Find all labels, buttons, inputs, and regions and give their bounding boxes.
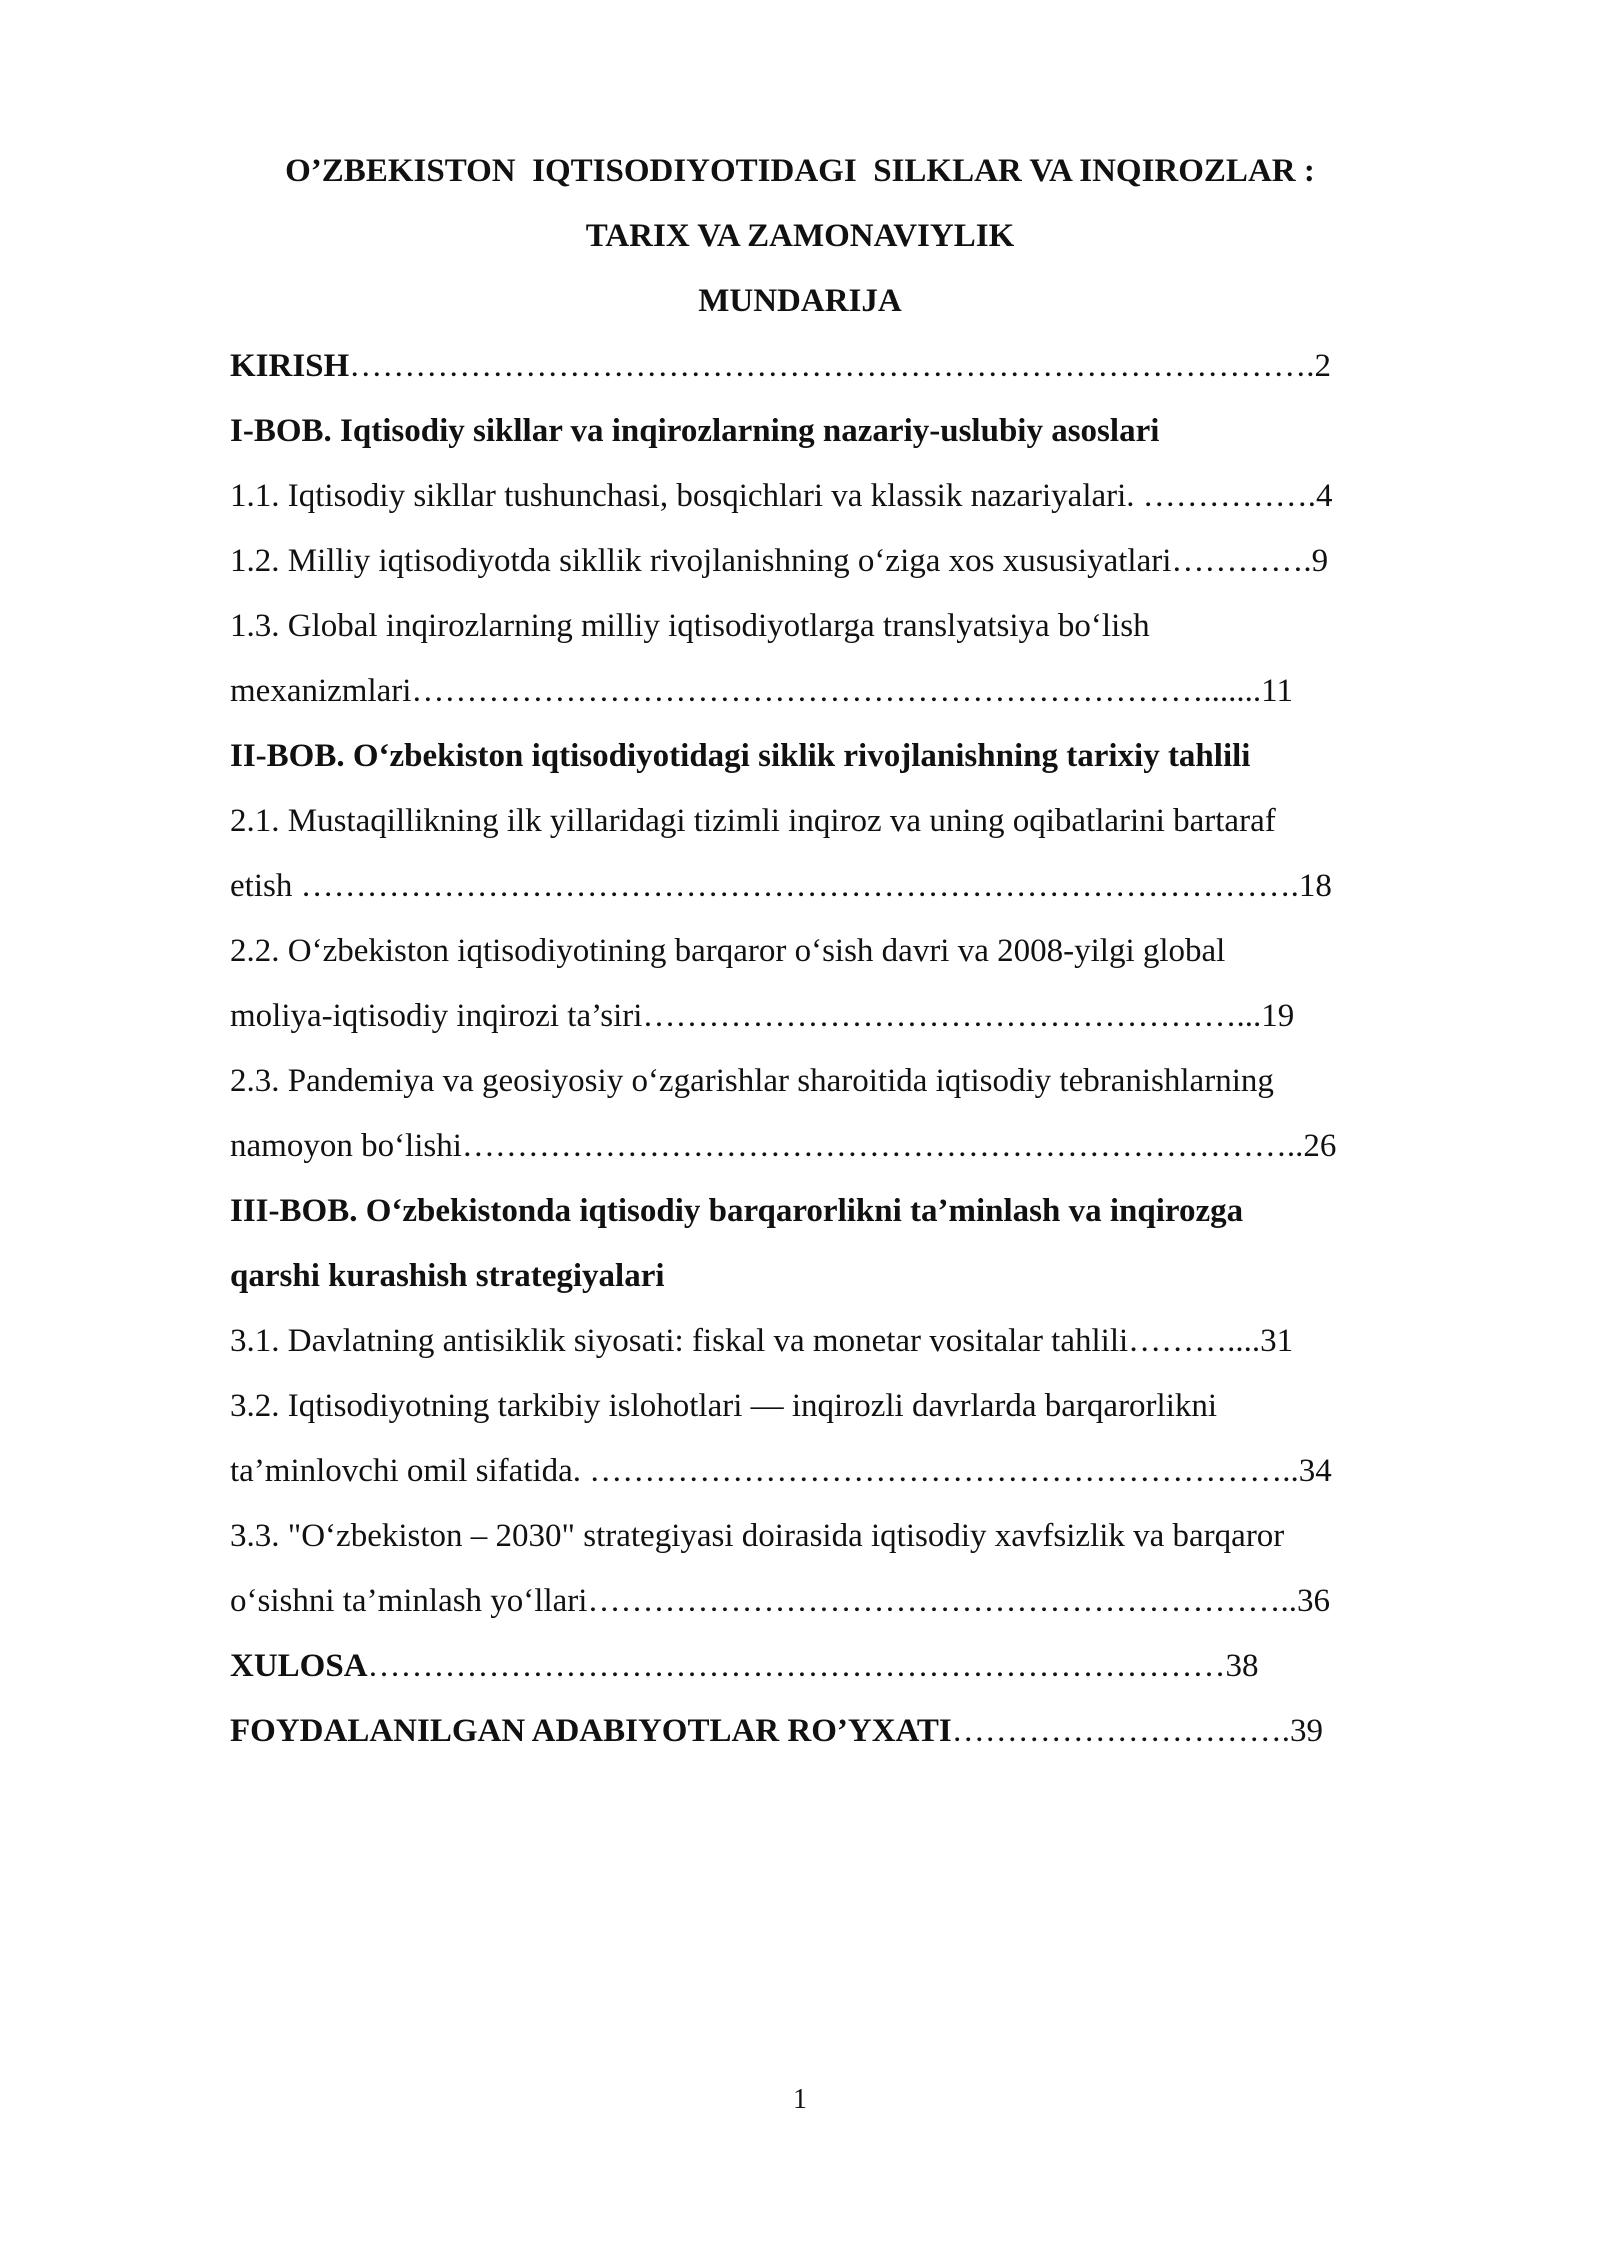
toc-chapter-3: III-BOB. O‘zbekistonda iqtisodiy barqarorlikni ta’minlash va inqirozga [230,1193,1244,1229]
toc-entry-1-1: 1.1. Iqtisodiy sikllar tushunchasi, bosqichlari va klassik nazariyalari. …………….4 [230,478,1333,514]
toc-entry-1-2: 1.2. Milliy iqtisodiyotda sikllik rivojlanishning o‘ziga xos xususiyatlari………….9 [230,543,1329,579]
toc-entry-3-2-continued: ta’minlovchi omil sifatida. ………………………………………………………..34 [230,1453,1332,1489]
toc-chapter-3-continued: qarshi kurashish strategiyalari [230,1258,665,1294]
toc-entry-xulosa [230,1648,1259,1685]
toc-entry-2-3-continued: namoyon bo‘lishi…………………………………………………………………..26 [230,1128,1337,1164]
toc-entry-3-3-continued: o‘sishni ta’minlash yo‘llari………………………………………………………..36 [230,1583,1330,1619]
toc-entry-3-3: 3.3. "O‘zbekiston – 2030" strategiyasi doirasida iqtisodiy xavfsizlik va barqaror [230,1518,1285,1554]
toc-entry-leader: ……………………………………………………………………38 [367,1648,1259,1684]
toc-entry-2-1-continued: etish ……………………………………………………………………………….18 [230,868,1332,904]
contents-heading: MUNDARIJA [698,283,902,319]
toc-entry-label: XULOSA [230,1648,368,1684]
toc-entry-leader: ………………………….39 [951,1713,1324,1749]
toc-entry-label: FOYDALANILGAN ADABIYOTLAR RO’YXATI [230,1713,952,1749]
toc-entry-3-1: 3.1. Davlatning antisiklik siyosati: fiskal va monetar vositalar tahlili………....31 [230,1323,1294,1359]
toc-entry-1-3: 1.3. Global inqirozlarning milliy iqtisodiyotlarga translyatsiya bo‘lish [230,608,1150,644]
toc-entry-2-2-continued: moliya-iqtisodiy inqirozi ta’siri………………………………………………...19 [230,998,1295,1034]
toc-chapter-1: I-BOB. Iqtisodiy sikllar va inqirozlarning nazariy-uslubiy asoslari [230,413,1160,449]
toc-entry-label: KIRISH [230,348,350,384]
document-title-line-2: TARIX VA ZAMONAVIYLIK [585,218,1015,254]
toc-entry-leader: …………………………………………………………………………….2 [349,348,1331,384]
document-title-line-1: O’ZBEKISTON IQTISODIYOTIDAGI SILKLAR VA INQIROZLAR : [285,153,1315,189]
page-number: 1 [793,2084,807,2115]
toc-entry-1-3-continued: mexanizmlari……………………………………………………………….......11 [230,673,1293,709]
toc-entry-2-3: 2.3. Pandemiya va geosiyosiy o‘zgarishlar sharoitida iqtisodiy tebranishlarning [230,1063,1274,1099]
toc-entry-kirish [230,348,1331,385]
toc-entry-references [230,1713,1323,1750]
toc-entry-2-2: 2.2. O‘zbekiston iqtisodiyotining barqaror o‘sish davri va 2008-yilgi global [230,933,1226,969]
toc-entry-3-2: 3.2. Iqtisodiyotning tarkibiy islohotlari — inqirozli davrlarda barqarorlikni [230,1388,1218,1424]
toc-entry-2-1: 2.1. Mustaqillikning ilk yillaridagi tizimli inqiroz va uning oqibatlarini bartaraf [230,803,1276,839]
toc-chapter-2: II-BOB. O‘zbekiston iqtisodiyotidagi siklik rivojlanishning tarixiy tahlili [230,738,1251,774]
